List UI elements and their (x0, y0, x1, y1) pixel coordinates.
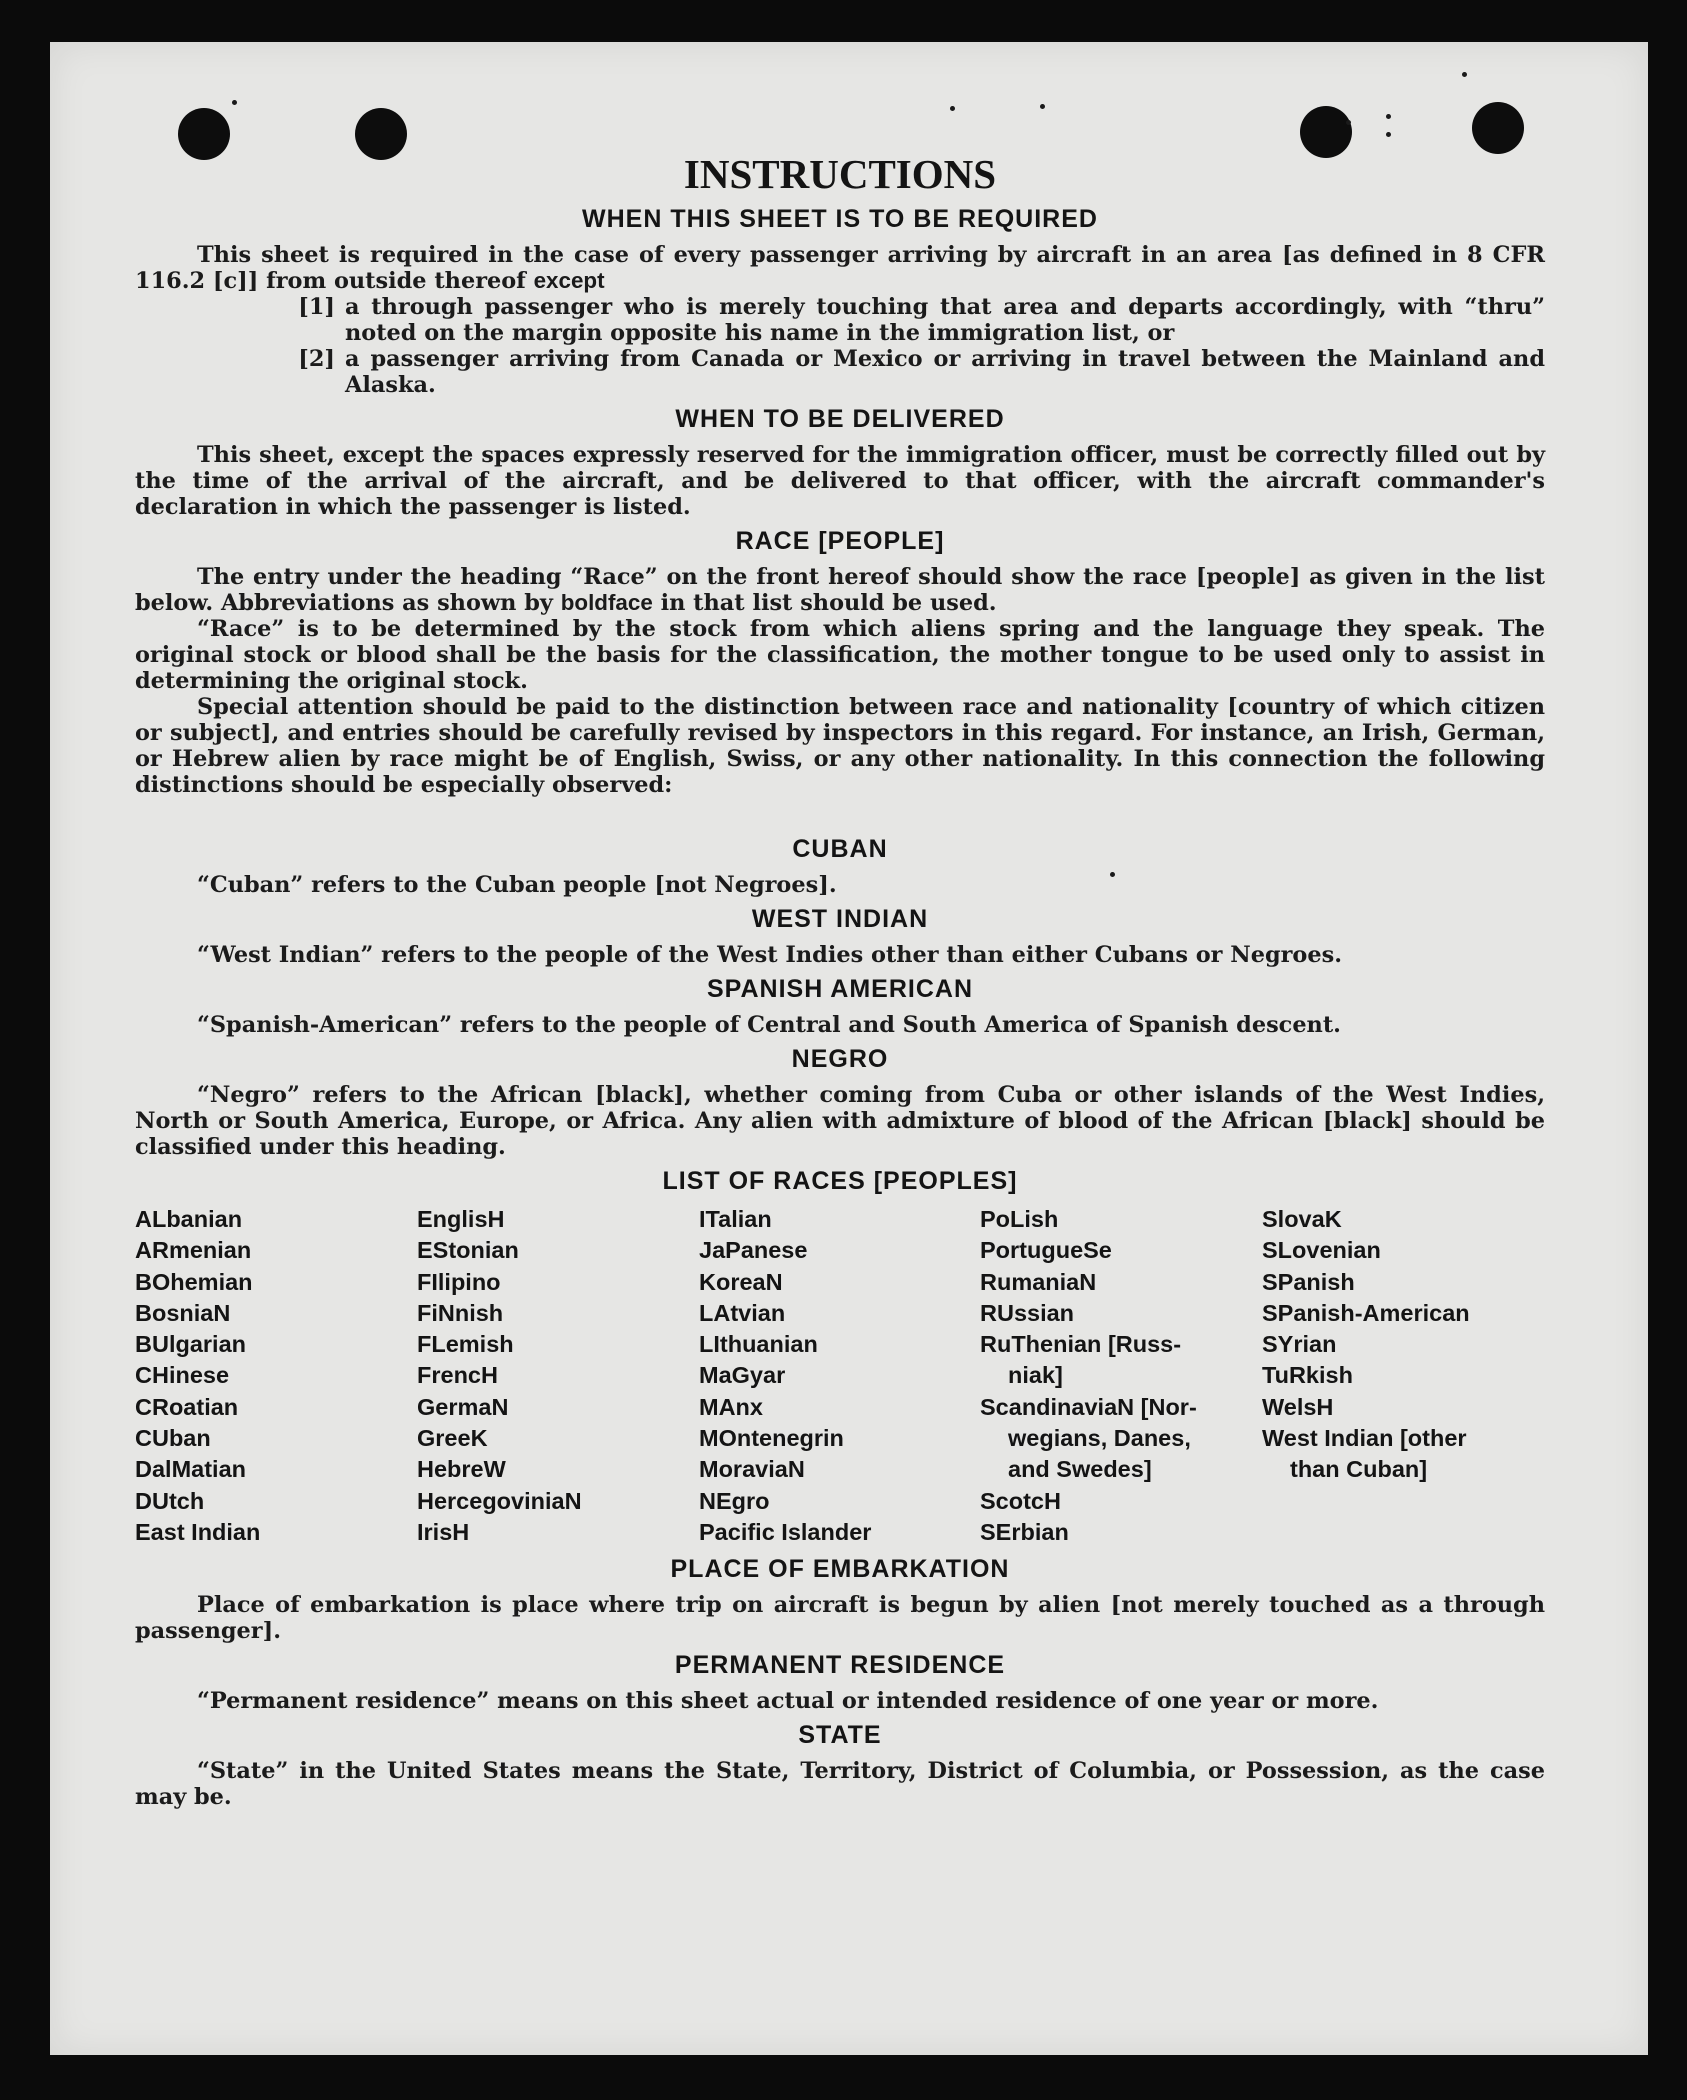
race-item-continued: than Cuban] (1290, 1456, 1428, 1483)
section-text: Place of embarkation is place where trip on aircraft is begun by alien [not merely touched as a through passenger]. (135, 1592, 1545, 1645)
race-item: NEgro (699, 1487, 770, 1514)
race-item: ScandinaviaN [Nor- (980, 1393, 1197, 1420)
race-item: RuThenian [Russ- (980, 1331, 1182, 1358)
race-item: HercegoviniaN (417, 1487, 582, 1514)
race-item: CHinese (135, 1362, 230, 1389)
race-column (417, 1204, 699, 1548)
race-item: CRoatian (135, 1393, 239, 1420)
speck (1386, 114, 1391, 119)
race-item: KoreaN (699, 1268, 783, 1295)
section-heading: RACE [PEOPLE] (735, 527, 945, 555)
section-text: “Race” is to be determined by the stock from which aliens spring and the language they speak. The original stock or blood shall be the basis for the classification, the mother tongue to be used only to assist in determining the original stock. (135, 616, 1545, 694)
race-item: PortugueSe (980, 1237, 1112, 1264)
race-list (135, 1204, 1545, 1548)
race-item: SlovaK (1262, 1206, 1342, 1232)
race-item: DUtch (135, 1487, 205, 1514)
race-item: FIlipino (417, 1268, 501, 1295)
race-item: EnglisH (417, 1206, 505, 1232)
race-item: ITalian (699, 1206, 772, 1232)
race-item: RumaniaN (980, 1268, 1097, 1295)
list-item (135, 346, 1545, 398)
section-text: “Permanent residence” means on this sheet actual or intended residence of one year or more. (197, 1688, 1379, 1715)
section-text: “Negro” refers to the African [black], whether coming from Cuba or other islands of the West Indies, North or South America, Europe, or Africa. Any alien with admixture of blood of the African [black] should be classified under this heading. (135, 1082, 1545, 1160)
race-item: ScotcH (980, 1487, 1061, 1514)
section-heading: SPANISH AMERICAN (706, 975, 973, 1003)
section-heading: WHEN THIS SHEET IS TO BE REQUIRED (582, 205, 1098, 233)
race-item: MOntenegrin (699, 1425, 844, 1452)
text-run: in that list should be used. (652, 590, 997, 616)
race-item: IrisH (417, 1518, 470, 1545)
race-item: BOhemian (135, 1268, 253, 1295)
race-item: EStonian (417, 1237, 519, 1264)
section-heading: NEGRO (791, 1045, 889, 1073)
race-item: PoLish (980, 1206, 1059, 1232)
section-heading: PERMANENT RESIDENCE (674, 1651, 1006, 1680)
race-item: SYrian (1262, 1331, 1337, 1358)
race-item: ARmenian (135, 1237, 252, 1264)
race-column (699, 1204, 980, 1548)
race-item: SPanish (1262, 1268, 1355, 1295)
punch-hole (1472, 102, 1524, 154)
race-column (1262, 1204, 1545, 1548)
race-item: BUlgarian (135, 1331, 246, 1358)
race-item: LIthuanian (699, 1331, 818, 1358)
race-column (135, 1204, 417, 1548)
intro-text: This sheet is required in the case of every passenger arriving by aircraft in an area [as defined in 8 CFR 116.2 [c]] from outside thereof (135, 242, 1545, 294)
list-item (135, 294, 1545, 346)
speck (1386, 132, 1391, 137)
section-heading: CUBAN (792, 835, 888, 863)
race-item: HebreW (417, 1456, 506, 1483)
section-text: “Spanish-American” refers to the people of Central and South America of Spanish descent. (197, 1012, 1341, 1038)
speck (1346, 120, 1351, 125)
race-item-continued: and Swedes] (1008, 1456, 1152, 1483)
section-text: Special attention should be paid to the distinction between race and nationality [country of which citizen or subject], and entries should be carefully revised by inspectors in this regard. For instance, an Irish, German, or Hebrew alien by race might be of English, Swiss, or any other nationality. In this connection the following distinctions should be especially observed: (135, 694, 1545, 798)
speck (1462, 72, 1467, 77)
instructions-content (135, 150, 1545, 1810)
page-title: INSTRUCTIONS (683, 151, 997, 197)
race-item: LAtvian (699, 1299, 786, 1326)
text-run: The entry under the heading “Race” on the front hereof should show the race [people] as given in the list below. Abbreviations as shown by (135, 564, 1545, 616)
race-item: FiNnish (417, 1299, 504, 1326)
item-number: [2] (298, 346, 335, 372)
section-heading: WEST INDIAN (751, 905, 929, 933)
speck (950, 106, 955, 111)
section-text: “Cuban” refers to the Cuban people [not Negroes]. (197, 872, 837, 898)
race-item: JaPanese (699, 1237, 808, 1264)
race-item: SLovenian (1262, 1237, 1381, 1264)
document-sheet (50, 42, 1648, 2055)
section-text: “State” in the United States means the State, Territory, District of Columbia, or Possession, as the case may be. (135, 1758, 1545, 1811)
race-item: WelsH (1262, 1393, 1334, 1420)
race-item: GreeK (417, 1425, 488, 1452)
item-text: a passenger arriving from Canada or Mexico or arriving in travel between the Mainland and Alaska. (345, 346, 1545, 398)
race-item: DalMatian (135, 1456, 246, 1483)
race-item: West Indian [other (1262, 1425, 1467, 1452)
item-text: a through passenger who is merely touching that area and departs accordingly, with “thru” noted on the margin opposite his name in the immigration list, or (345, 294, 1545, 346)
spacer (135, 798, 1545, 828)
section-heading: WHEN TO BE DELIVERED (675, 405, 1005, 433)
race-item: GermaN (417, 1393, 509, 1420)
race-item: RUssian (980, 1299, 1075, 1326)
race-item: CUban (135, 1425, 211, 1452)
item-number: [1] (298, 294, 335, 320)
section-text: This sheet, except the spaces expressly reserved for the immigration officer, must be correctly filled out by the time of the arrival of the aircraft, and be delivered to that officer, with the aircraft commander's declaration in which the passenger is listed. (135, 442, 1545, 520)
race-item: SPanish-American (1262, 1299, 1470, 1326)
race-item: MaGyar (699, 1362, 786, 1389)
race-item: Pacific Islander (699, 1518, 872, 1545)
race-item: MoraviaN (699, 1456, 805, 1483)
section-text: “West Indian” refers to the people of the West Indies other than either Cubans or Negroes. (197, 942, 1342, 968)
section-heading: PLACE OF EMBARKATION (670, 1555, 1010, 1584)
speck (232, 100, 237, 105)
race-item-continued: niak] (1008, 1362, 1063, 1389)
text-emphasis: boldface (560, 590, 653, 615)
section-text (135, 242, 1545, 294)
section-heading: LIST OF RACES [PEOPLES] (662, 1167, 1018, 1195)
section-text (135, 564, 1545, 616)
section-heading: STATE (798, 1721, 882, 1750)
race-column (980, 1204, 1262, 1548)
race-item: FLemish (417, 1331, 514, 1358)
speck (1040, 104, 1045, 109)
race-item: SErbian (980, 1518, 1069, 1545)
race-item: MAnx (699, 1393, 763, 1420)
race-item: East Indian (135, 1518, 261, 1545)
race-item: FrencH (417, 1362, 498, 1389)
race-item-continued: wegians, Danes, (1008, 1425, 1191, 1452)
intro-emphasis: except (533, 268, 605, 293)
race-item: BosniaN (135, 1299, 231, 1326)
race-item: TuRkish (1262, 1362, 1353, 1389)
race-item: ALbanian (135, 1206, 243, 1232)
